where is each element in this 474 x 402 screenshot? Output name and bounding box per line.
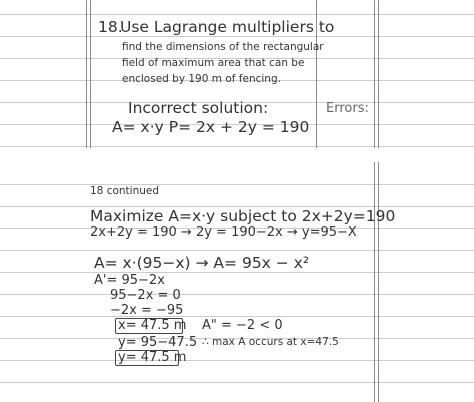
problem-line: field of maximum area that can be — [122, 57, 305, 69]
column-line — [374, 162, 375, 402]
column-line — [374, 0, 375, 148]
problem-line: Use Lagrange multipliers to — [120, 18, 335, 36]
work-line: A'= 95−2x — [94, 273, 165, 288]
incorrect-solution-heading: Incorrect solution: — [128, 99, 269, 117]
ruled-line — [0, 316, 474, 317]
work-line: A= x·(95−x) → A= 95x − x² — [94, 254, 310, 272]
problem-line: find the dimensions of the rectangular — [122, 41, 324, 53]
answer-x: x= 47.5 m — [118, 318, 187, 333]
margin-line — [86, 0, 87, 148]
problem-line: enclosed by 190 m of fencing. — [122, 73, 281, 85]
second-derivative: A" = −2 < 0 — [202, 318, 283, 333]
page-gap — [0, 156, 474, 178]
ruled-line — [0, 382, 474, 383]
ruled-line — [0, 294, 474, 295]
conclusion: ∴ max A occurs at x=47.5 — [202, 336, 339, 348]
answer-y: y= 47.5 m — [118, 350, 187, 365]
ruled-line — [0, 250, 474, 251]
work-line: 95−2x = 0 — [110, 288, 181, 303]
work-line: 2x+2y = 190 → 2y = 190−2x → y=95−X — [90, 225, 357, 240]
work-line: −2x = −95 — [110, 303, 184, 318]
ruled-line — [0, 272, 474, 273]
problem-number: 18. — [98, 18, 123, 36]
errors-label: Errors: — [326, 101, 369, 116]
work-line: Maximize A=x·y subject to 2x+2y=190 — [90, 207, 396, 225]
column-line — [378, 162, 379, 402]
incorrect-work: A= x·y P= 2x + 2y = 190 — [112, 118, 310, 136]
ruled-line — [0, 146, 474, 147]
work-line: y= 95−47.5 — [118, 335, 198, 350]
column-line — [378, 0, 379, 148]
ruled-line — [0, 360, 474, 361]
ruled-line — [0, 36, 474, 37]
ruled-line — [0, 184, 474, 185]
continued-header: 18 continued — [90, 185, 160, 197]
ruled-line — [0, 14, 474, 15]
margin-line — [90, 0, 91, 148]
